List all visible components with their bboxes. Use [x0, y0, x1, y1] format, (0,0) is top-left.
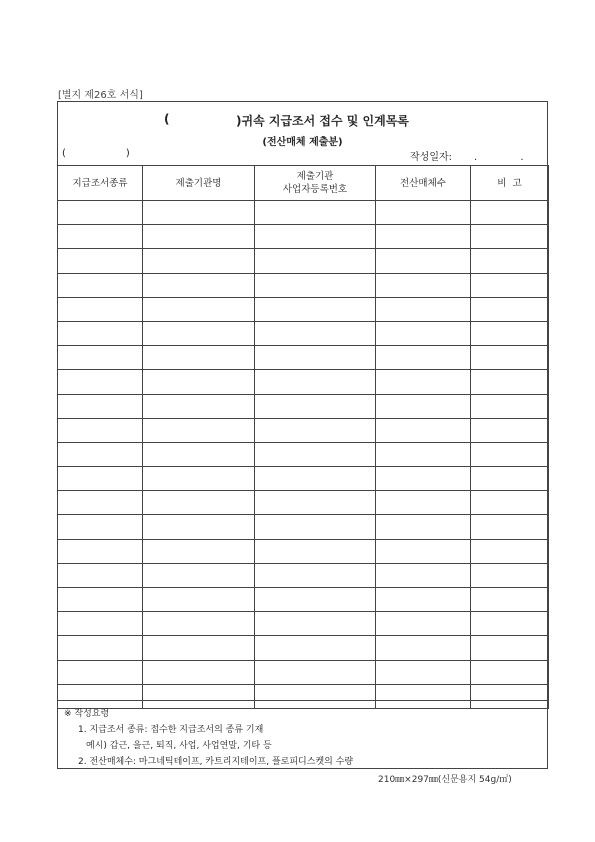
header-media-count: 전산매체수	[376, 166, 471, 201]
table-cell[interactable]	[255, 442, 376, 466]
table-cell[interactable]	[58, 297, 143, 321]
table-cell[interactable]	[471, 418, 549, 442]
table-cell[interactable]	[58, 225, 143, 249]
table-row	[58, 660, 549, 684]
paper-spec-footer: 210㎜×297㎜(신문용지 54g/㎡)	[378, 775, 512, 785]
table-cell[interactable]	[58, 467, 143, 491]
instruction-line-1: 1. 지급조서 종류: 접수한 지급조서의 종류 기재	[78, 725, 264, 735]
table-cell[interactable]	[255, 491, 376, 515]
table-cell[interactable]	[143, 249, 255, 273]
table-cell[interactable]	[471, 225, 549, 249]
form-box	[57, 101, 548, 769]
table-cell[interactable]	[471, 515, 549, 539]
table-cell[interactable]	[376, 394, 471, 418]
table-row	[58, 539, 549, 563]
table-cell[interactable]	[255, 321, 376, 345]
table-cell[interactable]	[471, 612, 549, 636]
creation-date-label: 작성일자:	[410, 152, 453, 163]
table-cell[interactable]	[255, 249, 376, 273]
table-cell[interactable]	[376, 491, 471, 515]
table-cell[interactable]	[376, 539, 471, 563]
table-cell[interactable]	[255, 394, 376, 418]
header-remarks: 비 고	[471, 166, 549, 201]
table-cell[interactable]	[376, 370, 471, 394]
table-cell[interactable]	[58, 636, 143, 660]
org-paren-close: )	[125, 148, 130, 159]
table-cell[interactable]	[143, 418, 255, 442]
table-row	[58, 225, 549, 249]
table-cell[interactable]	[471, 321, 549, 345]
table-cell[interactable]	[58, 588, 143, 612]
creation-date-dots: . .	[474, 152, 544, 163]
table-cell[interactable]	[255, 660, 376, 684]
table-row	[58, 321, 549, 345]
organization-field	[62, 148, 130, 159]
table-cell[interactable]	[143, 467, 255, 491]
table-cell[interactable]	[143, 539, 255, 563]
table-cell[interactable]	[376, 515, 471, 539]
table-cell[interactable]	[143, 491, 255, 515]
table-row	[58, 442, 549, 466]
table-cell[interactable]	[471, 539, 549, 563]
table-cell[interactable]	[471, 273, 549, 297]
table-cell[interactable]	[376, 636, 471, 660]
table-cell[interactable]	[143, 588, 255, 612]
table-cell[interactable]	[376, 467, 471, 491]
instructions-heading: ※ 작성요령	[64, 709, 110, 719]
instruction-line-2: 2. 전산매체수: 마그네틱테이프, 카트리지테이프, 플로피디스켓의 수량	[78, 757, 354, 767]
header-submitter-name: 제출기관명	[143, 166, 255, 201]
table-row	[58, 297, 549, 321]
table-cell[interactable]	[471, 201, 549, 225]
table-cell[interactable]	[471, 588, 549, 612]
table-cell[interactable]	[376, 588, 471, 612]
table-cell[interactable]	[255, 225, 376, 249]
table-cell[interactable]	[255, 418, 376, 442]
table-cell[interactable]	[58, 321, 143, 345]
table-cell[interactable]	[471, 491, 549, 515]
table-cell[interactable]	[255, 273, 376, 297]
table-cell[interactable]	[58, 612, 143, 636]
table-cell[interactable]	[143, 370, 255, 394]
table-cell[interactable]	[143, 201, 255, 225]
table-cell[interactable]	[255, 612, 376, 636]
table-cell[interactable]	[376, 297, 471, 321]
table-row	[58, 394, 549, 418]
table-cell[interactable]	[143, 273, 255, 297]
table-row	[58, 418, 549, 442]
table-cell[interactable]	[471, 249, 549, 273]
table-cell[interactable]	[471, 442, 549, 466]
title-paren-open: (	[164, 112, 170, 126]
creation-date-field	[410, 148, 544, 163]
table-cell[interactable]	[58, 418, 143, 442]
table-cell[interactable]	[471, 563, 549, 587]
instructions-section	[58, 700, 547, 770]
table-cell[interactable]	[255, 636, 376, 660]
table-cell[interactable]	[255, 539, 376, 563]
table-cell[interactable]	[143, 442, 255, 466]
table-cell[interactable]	[255, 588, 376, 612]
table-cell[interactable]	[58, 201, 143, 225]
org-paren-open: (	[62, 148, 66, 159]
table-cell[interactable]	[255, 297, 376, 321]
table-cell[interactable]	[143, 346, 255, 370]
instruction-example: 예시) 갑근, 을근, 퇴직, 사업, 사업연말, 기타 등	[86, 741, 272, 751]
table-cell[interactable]	[58, 249, 143, 273]
table-row	[58, 588, 549, 612]
table-cell[interactable]	[376, 442, 471, 466]
table-cell[interactable]	[143, 515, 255, 539]
table-cell[interactable]	[471, 297, 549, 321]
table-cell[interactable]	[255, 563, 376, 587]
table-header-row	[58, 166, 549, 201]
table-cell[interactable]	[143, 225, 255, 249]
header-report-type: 지급조서종류	[58, 166, 143, 201]
transfer-list-table	[57, 165, 549, 709]
table-cell[interactable]	[143, 297, 255, 321]
table-cell[interactable]	[376, 660, 471, 684]
table-row	[58, 249, 549, 273]
table-row	[58, 201, 549, 225]
table-row	[58, 273, 549, 297]
table-cell[interactable]	[376, 563, 471, 587]
form-number-label: [별지 제26호 서식]	[58, 90, 143, 101]
table-cell[interactable]	[58, 539, 143, 563]
form-subtitle: (전산매체 제출분)	[262, 137, 343, 148]
table-cell[interactable]	[58, 563, 143, 587]
table-cell[interactable]	[143, 394, 255, 418]
table-cell[interactable]	[376, 249, 471, 273]
table-cell[interactable]	[143, 636, 255, 660]
table-cell[interactable]	[58, 273, 143, 297]
table-cell[interactable]	[58, 370, 143, 394]
table-cell[interactable]	[376, 201, 471, 225]
table-row	[58, 346, 549, 370]
table-cell[interactable]	[58, 491, 143, 515]
table-cell[interactable]	[471, 636, 549, 660]
table-cell[interactable]	[143, 563, 255, 587]
table-cell[interactable]	[255, 370, 376, 394]
table-cell[interactable]	[58, 660, 143, 684]
table-row	[58, 370, 549, 394]
table-cell[interactable]	[376, 273, 471, 297]
table-cell[interactable]	[58, 346, 143, 370]
table-cell[interactable]	[255, 346, 376, 370]
table-cell[interactable]	[143, 612, 255, 636]
table-row	[58, 467, 549, 491]
table-cell[interactable]	[376, 346, 471, 370]
table-cell[interactable]	[58, 394, 143, 418]
table-row	[58, 491, 549, 515]
table-cell[interactable]	[143, 321, 255, 345]
table-row	[58, 515, 549, 539]
table-cell[interactable]	[376, 225, 471, 249]
table-cell[interactable]	[255, 467, 376, 491]
table-cell[interactable]	[376, 418, 471, 442]
table-cell[interactable]	[143, 660, 255, 684]
table-row	[58, 636, 549, 660]
table-cell[interactable]	[255, 515, 376, 539]
title-text: )귀속 지급조서 접수 및 인계목록	[236, 114, 409, 128]
table-cell[interactable]	[471, 370, 549, 394]
table-cell[interactable]	[471, 467, 549, 491]
table-cell[interactable]	[471, 660, 549, 684]
table-cell[interactable]	[471, 346, 549, 370]
table-row	[58, 563, 549, 587]
table-cell[interactable]	[471, 394, 549, 418]
table-cell[interactable]	[255, 201, 376, 225]
table-cell[interactable]	[58, 442, 143, 466]
table-cell[interactable]	[376, 321, 471, 345]
header-business-reg-number: 제출기관 사업자등록번호	[255, 166, 376, 201]
table-row	[58, 612, 549, 636]
table-cell[interactable]	[376, 612, 471, 636]
table-cell[interactable]	[58, 515, 143, 539]
